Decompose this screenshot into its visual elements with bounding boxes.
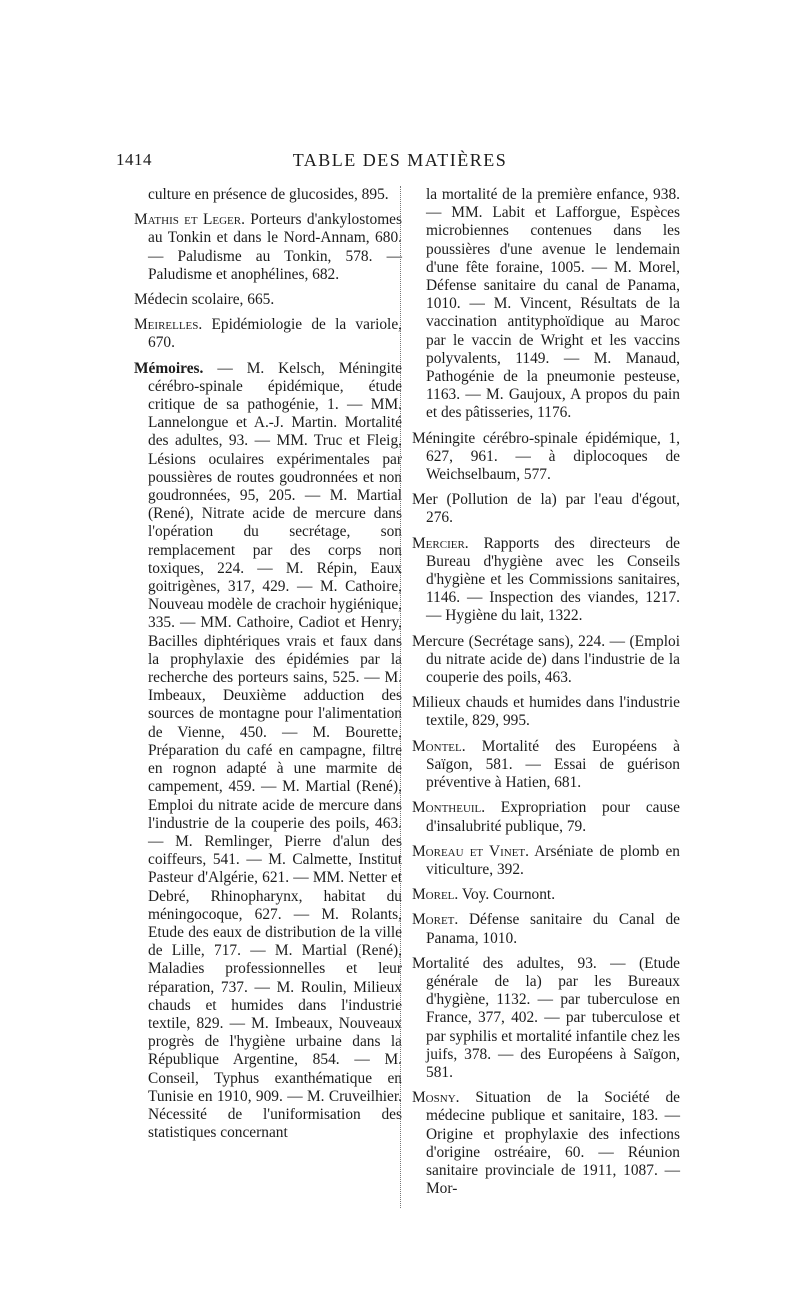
entry-text: Médecin scolaire, 665. <box>134 291 275 309</box>
entry-headword: Moreau et Vinet. <box>412 842 529 860</box>
index-entry <box>134 316 402 352</box>
entry-text: la mortalité de la première enfance, 938. — MM. Labit et Lafforgue, Espèces microbiennes contenues dans les poussières d'une avenue le lendemain d'une fête foraine, 1005. — M. Morel, Défense sanitaire du canal de Panama, 1010. — M. Vincent, Résultats de la vaccination antityphoïdique au Maroc par le vaccin de Wright et les vaccins polyvalents, 1149. — M. Manaud, Pathogénie de la pneumonie pesteuse, 1163. — M. Gaujoux, A propos du pain et des pâtisseries, 1176. <box>426 186 680 422</box>
index-entry <box>412 886 680 904</box>
index-entry-continuation <box>134 186 402 204</box>
index-entry <box>134 360 402 1143</box>
entry-text: Situation de la Société de médecine publique et sanitaire, 183. — Origine et prophylaxie des infections d'origine ostréaire, 60. — Réunion sanitaire provinciale de 1911, 1087. — Mor- <box>426 1089 680 1198</box>
entry-text: Voy. Cournont. <box>458 886 556 904</box>
index-entry <box>412 843 680 879</box>
entry-text: Epidémiologie de la variole, 670. <box>148 316 402 352</box>
entry-text: Mer (Pollution de la) par l'eau d'égout, 276. <box>412 491 680 527</box>
index-entry <box>412 633 680 688</box>
entry-text: — M. Kelsch, Méningite cérébro-spinale épidémique, étude critique de sa pathogénie, 1. — MM. Lannelongue et A.-J. Martin. Mortalité des adultes, 93. — MM. Truc et Fleig, Lésions oculaires expérimentales par poussières de routes goudronnées et non goudronnées, 95, 205. — M. Martial (René), Nitrate acide de mercure dans l'opération du secrétage, son remplacement par des corps non toxiques, 224. — M. Répin, Eaux goitrigènes, 317, 429. — M. Cathoire, Nouveau modèle de crachoir hygiénique, 335. — MM. Cathoire, Cadiot et Henry, Bacilles diphtériques vrais et faux dans la prophylaxie des épidémies par la recherche des porteurs sains, 525. — M. Imbeaux, Deuxième adduction des sources de montagne pour l'alimentation de Vienne, 450. — M. Bourette, Préparation du café en campagne, filtre en rognon adapté à une marmite de campement, 459. — M. Martial (René), Emploi du nitrate acide de mercure dans l'industrie de la couperie des poils, 463. — M. Remlinger, Pierre d'alun des coiffeurs, 541. — M. Calmette, Institut Pasteur d'Algérie, 621. — MM. Netter et Debré, Rhinopharynx, habitat du méningocoque, 627. — M. Rolants, Etude des eaux de distribution de la ville de Lille, 717. — M. Martial (René), Maladies professionnelles et leur réparation, 737. — M. Roulin, Milieux chauds et humides dans l'industrie textile, 829. — M. Imbeaux, Nouveaux progrès de l'hygiène urbaine dans la République Argentine, 854. — M. Conseil, Typhus exanthématique en Tunisie en 1910, 909. — M. Cruveilhier. Nécessité de l'uniformisation des statistiques concernant <box>148 359 402 1142</box>
index-entry <box>412 911 680 947</box>
entry-text: Méningite cérébro-spinale épidémique, 1, 627, 961. — à diplocoques de Weichselbaum, 577. <box>412 429 680 484</box>
page-number: 1414 <box>116 150 152 169</box>
entry-text: Rapports des directeurs de Bureau d'hygiène avec les Conseils d'hygiène et les Commissions sanitaires, 1146. — Inspection des viandes, 1217. — Hygiène du lait, 1322. <box>426 534 680 625</box>
index-entry <box>412 738 680 793</box>
running-title: TABLE DES MATIÈRES <box>292 150 508 170</box>
index-entry <box>134 211 402 284</box>
column-divider <box>400 186 401 1208</box>
entry-text: Défense sanitaire du Canal de Panama, 1010. <box>426 911 680 947</box>
left-column <box>134 186 402 1149</box>
entry-headword: Meirelles. <box>134 316 203 334</box>
entry-headword: Mercier. <box>412 534 469 552</box>
entry-text: Mortalité des Européens à Saïgon, 581. — Essai de guérison préventive à Hatien, 681. <box>426 737 680 792</box>
entry-text: Arséniate de plomb en viticulture, 392. <box>426 842 681 878</box>
entry-headword: Morel. <box>412 886 459 904</box>
entry-text: Mercure (Secrétage sans), 224. — (Emploi du nitrate acide de) dans l'industrie de la couperie des poils, 463. <box>412 632 680 687</box>
entry-text: Mortalité des adultes, 93. — (Etude générale de la) par les Bureaux d'hygiène, 1132. — par tuberculose en France, 377, 402. — par tuberculose et par syphilis et mortalité infantile chez les juifs, 378. — des Européens à Saïgon, 581. <box>412 954 680 1081</box>
index-entry <box>412 799 680 835</box>
index-entry <box>412 694 680 730</box>
right-column <box>412 186 680 1205</box>
index-entry <box>412 430 680 485</box>
page-header <box>113 150 687 174</box>
entry-text: Porteurs d'ankylostomes au Tonkin et dans le Nord-Annam, 680. — Paludisme au Tonkin, 578. — Paludisme et anophélines, 682. <box>148 211 402 283</box>
index-entry <box>412 491 680 527</box>
entry-headword: Montel. <box>412 737 466 755</box>
entry-headword: Mathis et Leger. <box>134 211 245 229</box>
entry-headword: Mosny. <box>412 1089 460 1107</box>
entry-headword: Montheuil. <box>412 799 486 817</box>
entry-headword: Mémoires. <box>134 359 204 377</box>
entry-text: culture en présence de glucosides, 895. <box>148 186 389 203</box>
index-entry <box>134 291 402 309</box>
entry-headword: Moret. <box>412 911 459 929</box>
entry-text: Milieux chauds et humides dans l'industrie textile, 829, 995. <box>412 694 680 730</box>
index-entry <box>412 955 680 1082</box>
index-entry <box>412 535 680 626</box>
index-entry <box>412 1089 680 1198</box>
entry-text: Expropriation pour cause d'insalubrité publique, 79. <box>426 799 680 835</box>
index-entry-continuation <box>412 186 680 423</box>
